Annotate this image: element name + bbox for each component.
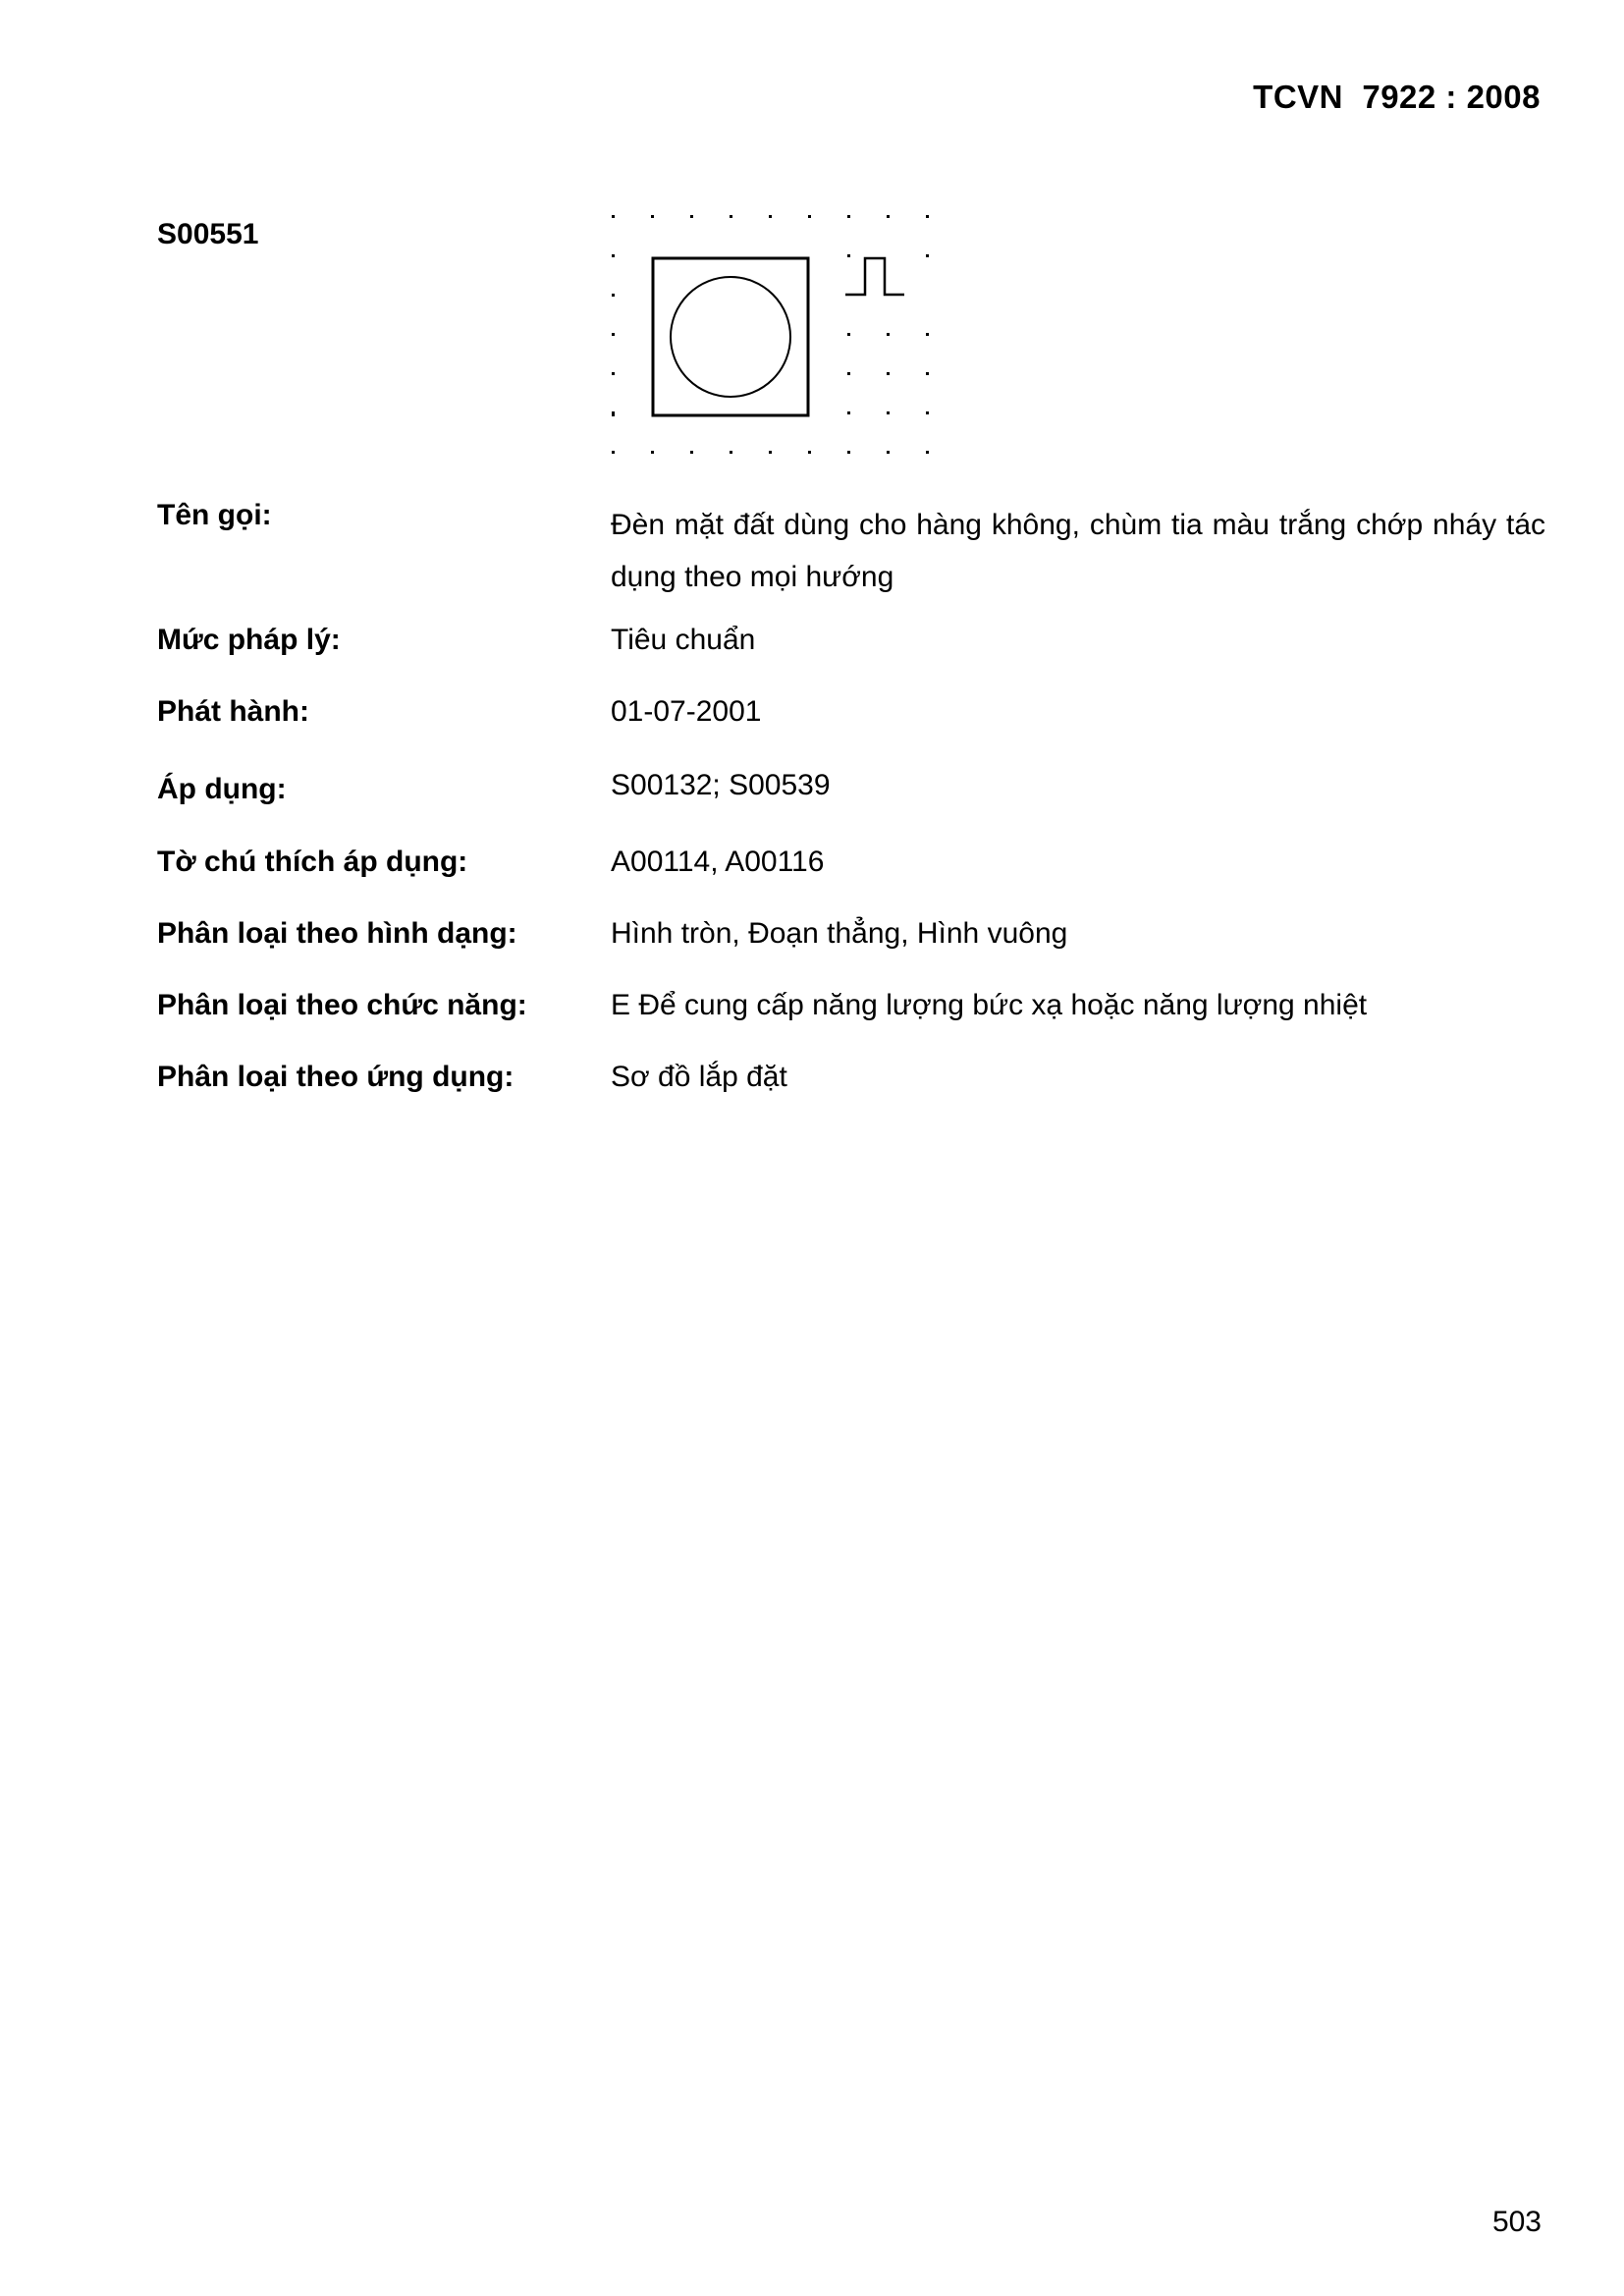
symbol-graphic	[607, 211, 937, 465]
field-row-name	[157, 499, 1545, 603]
field-label: Tên gọi:	[157, 499, 272, 531]
field-value: E Để cung cấp năng lượng bức xạ hoặc năng lượng nhiệt	[611, 989, 1368, 1021]
field-label: Mức pháp lý:	[157, 624, 341, 656]
field-row-function-class	[157, 989, 1545, 1022]
field-row-shape-class	[157, 917, 1545, 951]
field-label: Phân loại theo ứng dụng:	[157, 1061, 514, 1093]
field-label: Phát hành:	[157, 695, 309, 728]
field-row-issued	[157, 695, 1545, 729]
field-row-annotation-sheet	[157, 846, 1545, 879]
field-row-legal-level	[157, 624, 1545, 657]
field-label: Áp dụng:	[157, 773, 287, 805]
field-value: S00132; S00539	[611, 769, 831, 801]
field-row-applies	[157, 769, 1545, 806]
grid-dots	[612, 215, 929, 454]
symbol-code: S00551	[157, 218, 259, 250]
square-outline	[653, 258, 808, 415]
field-label: Tờ chú thích áp dụng:	[157, 846, 468, 878]
field-value: Đèn mặt đất dùng cho hàng không, chùm tia màu trắng chớp nháy tác dụng theo mọi hướng	[611, 509, 1545, 593]
flash-pulse-icon	[845, 258, 904, 295]
field-value: A00114, A00116	[611, 846, 825, 878]
field-value: Tiêu chuẩn	[611, 624, 756, 656]
field-row-application-class	[157, 1061, 1545, 1094]
field-value: Sơ đồ lắp đặt	[611, 1061, 787, 1093]
circle-outline	[671, 277, 790, 397]
page-number: 503	[1491, 2206, 1542, 2238]
field-value: 01-07-2001	[611, 695, 762, 728]
field-label: Phân loại theo hình dạng:	[157, 917, 517, 950]
document-standard-header: TCVN 7922 : 2008	[1253, 79, 1541, 115]
field-label: Phân loại theo chức năng:	[157, 989, 527, 1021]
field-value: Hình tròn, Đoạn thẳng, Hình vuông	[611, 917, 1068, 950]
